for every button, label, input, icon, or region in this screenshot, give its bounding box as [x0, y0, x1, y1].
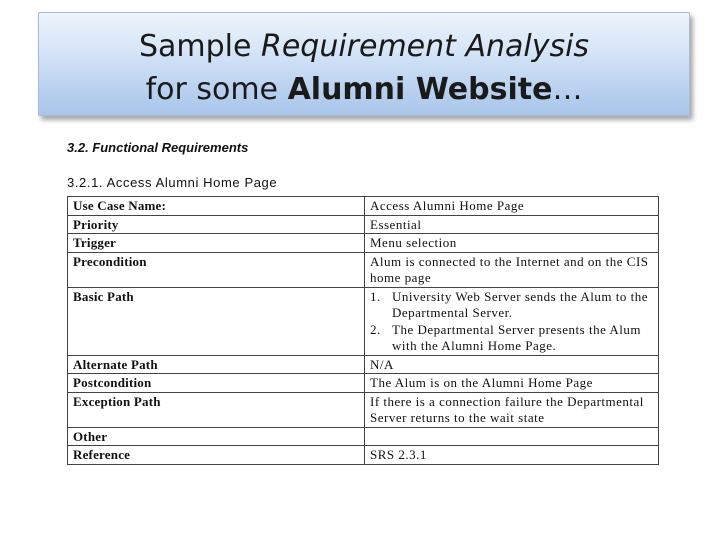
- row-label: Basic Path: [68, 287, 365, 355]
- row-label: Precondition: [68, 252, 365, 287]
- table-row-postcondition: [68, 374, 659, 393]
- row-value: The Alum is on the Alumni Home Page: [365, 374, 659, 393]
- table-row-priority: [68, 215, 659, 234]
- slide-title-line-1: [39, 29, 689, 65]
- step-number: 1.: [370, 288, 381, 304]
- row-value: Essential: [365, 215, 659, 234]
- slide-title-line-2: [39, 72, 689, 108]
- row-label: Alternate Path: [68, 355, 365, 374]
- table-row-basic-path: [68, 287, 659, 355]
- table-row-other: [68, 427, 659, 446]
- row-value: Menu selection: [365, 234, 659, 253]
- list-item: [370, 289, 653, 322]
- step-number: 2.: [370, 321, 381, 337]
- row-label: Other: [68, 427, 365, 446]
- row-label: Use Case Name:: [68, 197, 365, 216]
- title-line-2-plain: for some: [145, 72, 288, 107]
- list-item: [370, 322, 653, 355]
- row-value: [365, 427, 659, 446]
- step-text: University Web Server sends the Alum to the Departmental Server.: [392, 288, 648, 320]
- row-label: Priority: [68, 215, 365, 234]
- section-heading: 3.2. Functional Requirements: [67, 140, 249, 155]
- table-row-reference: [68, 446, 659, 465]
- table-row-trigger: [68, 234, 659, 253]
- row-value: N/A: [365, 355, 659, 374]
- title-line-2-bold: Alumni Website: [287, 72, 553, 107]
- table-row-alternate-path: [68, 355, 659, 374]
- subsection-heading: 3.2.1. Access Alumni Home Page: [67, 175, 278, 190]
- row-label: Postcondition: [68, 374, 365, 393]
- row-value: If there is a connection failure the Departmental Server returns to the wait state: [365, 392, 659, 427]
- use-case-table: [67, 196, 659, 465]
- title-line-1-italic: Requirement Analysis: [260, 29, 590, 64]
- row-value: Access Alumni Home Page: [365, 197, 659, 216]
- table-row-use-case-name: [68, 197, 659, 216]
- row-value: Alum is connected to the Internet and on the CIS home page: [365, 252, 659, 287]
- row-label: Exception Path: [68, 392, 365, 427]
- basic-path-steps: [370, 289, 653, 355]
- row-value: SRS 2.3.1: [365, 446, 659, 465]
- slide-title-banner: [38, 12, 690, 116]
- step-text: The Departmental Server presents the Alum with the Alumni Home Page.: [392, 321, 642, 353]
- row-value: [365, 287, 659, 355]
- row-label: Trigger: [68, 234, 365, 253]
- table-row-exception-path: [68, 392, 659, 427]
- title-line-1-plain: Sample: [138, 29, 261, 64]
- table-row-precondition: [68, 252, 659, 287]
- row-label: Reference: [68, 446, 365, 465]
- title-line-2-suffix: …: [552, 72, 583, 107]
